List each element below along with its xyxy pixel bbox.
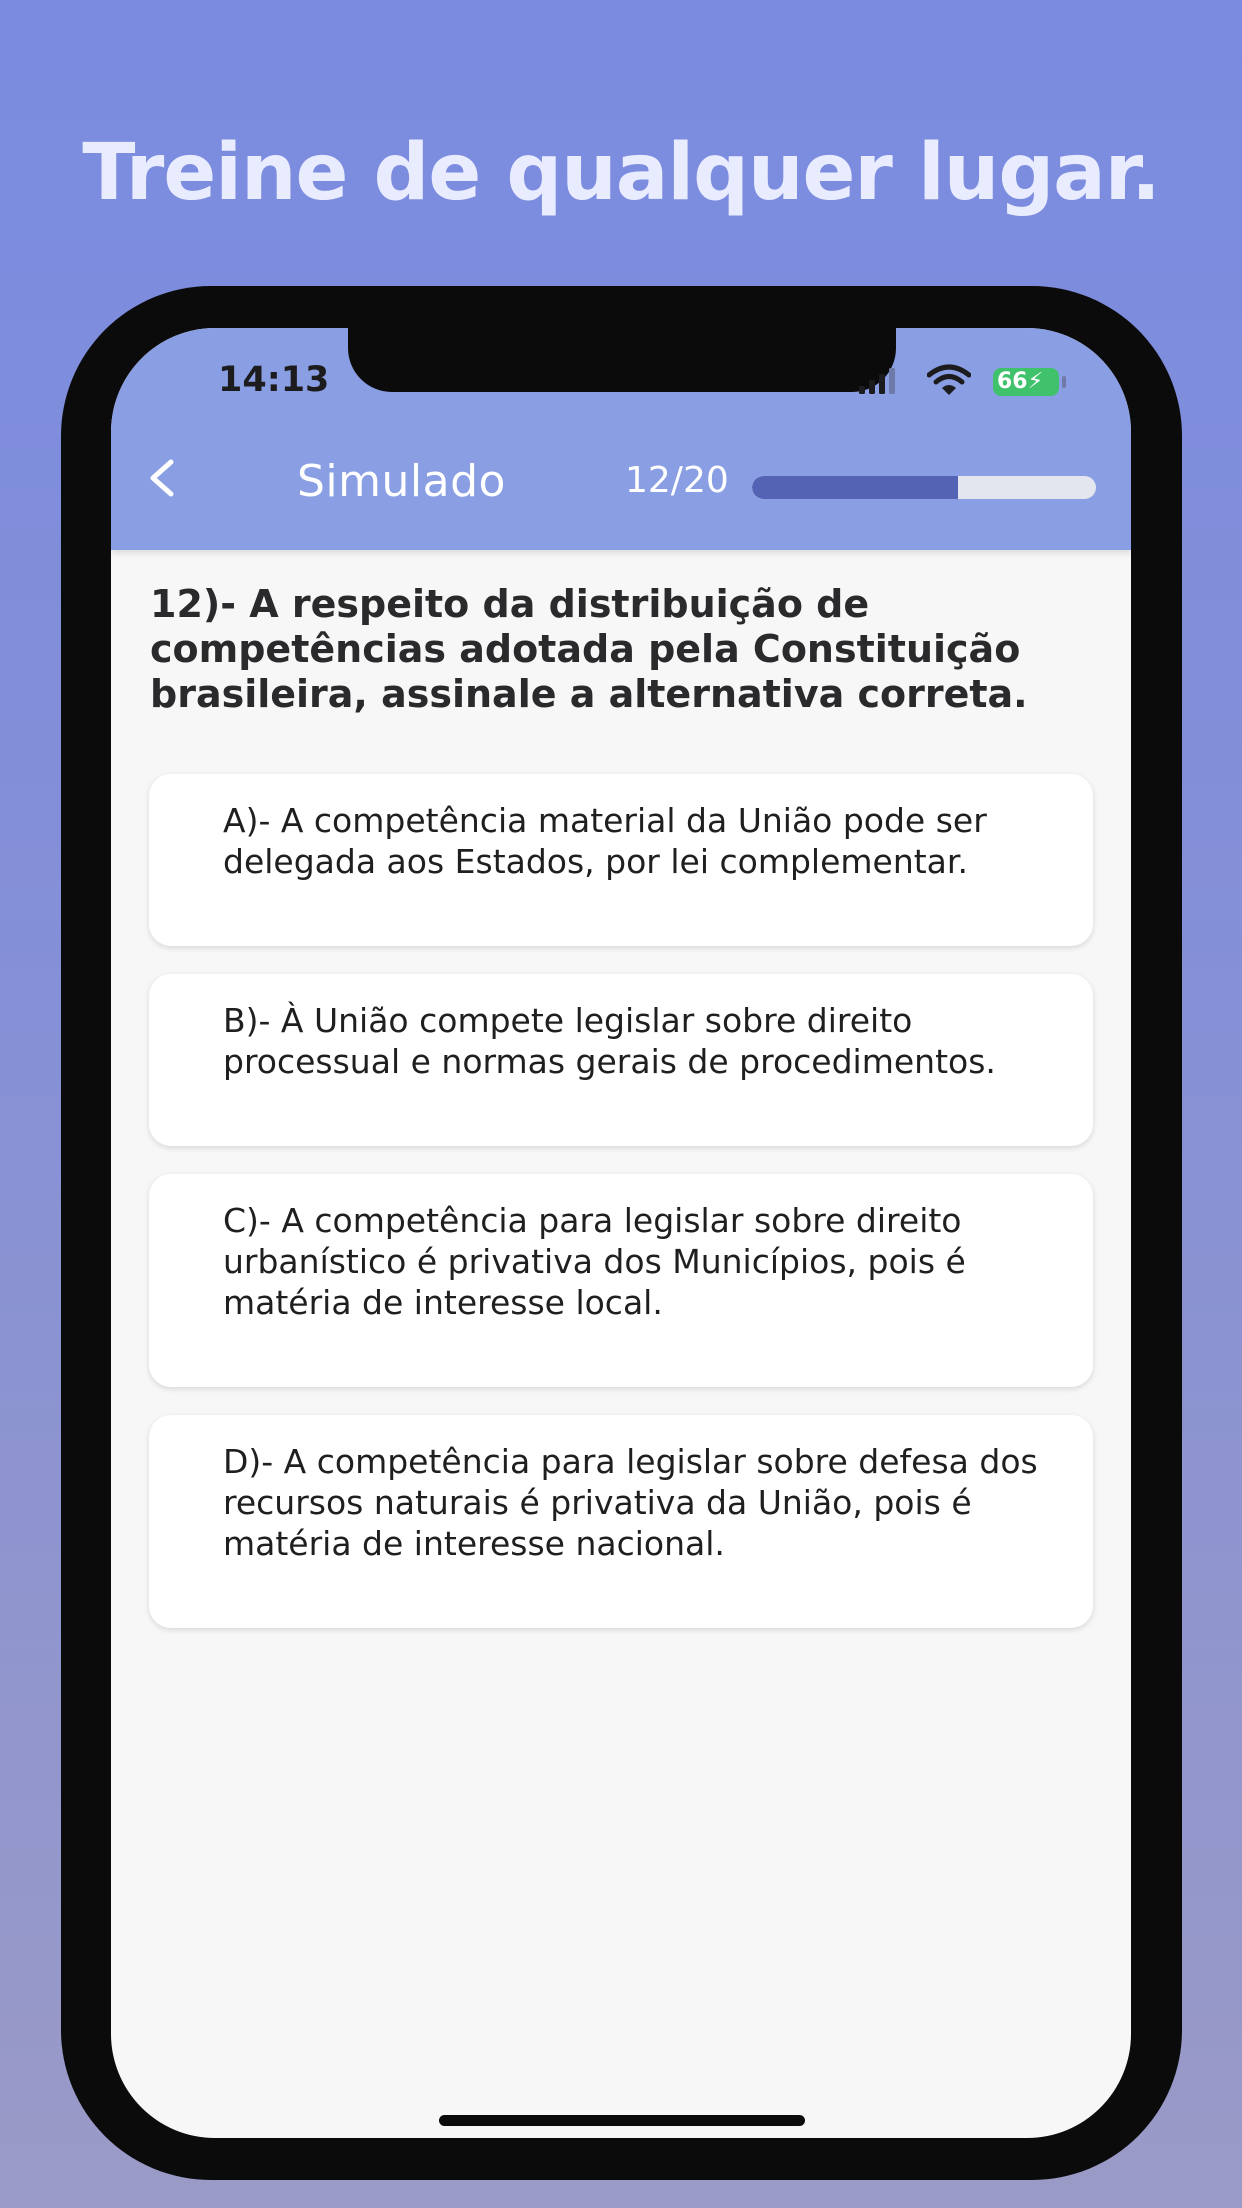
wifi-icon [927, 364, 971, 396]
option-a-label: A)- A competência material da União pode ser delegada aos Estados, por lei complementar. [223, 801, 987, 881]
bolt-icon: ⚡ [1027, 369, 1044, 394]
phone-notch [348, 328, 896, 392]
status-time: 14:13 [218, 360, 330, 400]
progress-counter: 12/20 [625, 460, 729, 501]
chevron-left-icon[interactable] [141, 456, 185, 500]
option-b[interactable] [149, 974, 1093, 1146]
option-d[interactable] [149, 1415, 1093, 1628]
home-indicator[interactable] [439, 2115, 805, 2126]
battery-level: 66 [997, 369, 1028, 394]
battery-cap [1062, 376, 1066, 388]
progress-bar [752, 476, 1096, 499]
phone-frame [61, 286, 1182, 2180]
cellular-signal-icon [859, 368, 901, 394]
progress-bar-fill [752, 476, 958, 499]
question-text: 12)- A respeito da distribuição de competências adotada pela Constituição brasileira, assinale a alternativa correta. [150, 582, 1028, 716]
option-c-label: C)- A competência para legislar sobre direito urbanístico é privativa dos Municípios, pois é matéria de interesse local. [223, 1201, 966, 1322]
promo-headline: Treine de qualquer lugar. [82, 128, 1160, 218]
option-c[interactable] [149, 1174, 1093, 1387]
page-title: Simulado [297, 456, 506, 507]
option-a[interactable] [149, 774, 1093, 946]
app-header [111, 328, 1131, 550]
option-d-label: D)- A competência para legislar sobre defesa dos recursos naturais é privativa da União, pois é matéria de interesse nacional. [223, 1442, 1038, 1563]
phone-screen [111, 328, 1131, 2138]
option-b-label: B)- À União compete legislar sobre direito processual e normas gerais de procedimentos. [223, 1001, 996, 1081]
battery-charging-icon [993, 368, 1059, 396]
